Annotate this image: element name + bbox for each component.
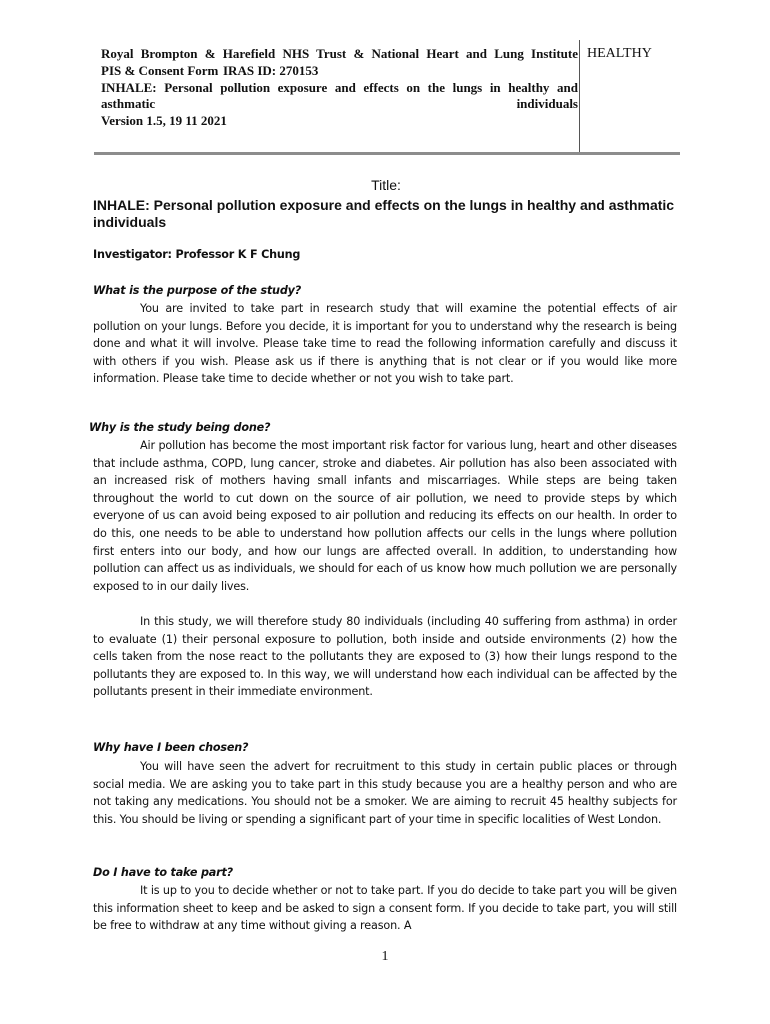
header-iras-id: IRAS ID: 270153 (223, 62, 319, 78)
header-version: Version 1.5, 19 11 2021 (101, 113, 227, 129)
header-form-line (101, 63, 578, 80)
paragraph-take-part: It is up to you to decide whether or not to take part. If you do decide to take part you will be given this information sheet to keep and be asked to sign a consent form. If you decide to take part, you will still be free to withdraw at any time without giving a reason. A (93, 884, 677, 933)
header-info-cell (94, 40, 578, 152)
header-organisation: Royal Brompton & Harefield NHS Trust & National Heart and Lung Institute (101, 46, 578, 61)
heading-take-part: Do I have to take part? (93, 866, 233, 879)
title-label: Title: (371, 177, 401, 193)
heading-why-study: Why is the study being done? (89, 421, 271, 434)
paragraph-why-study-2: In this study, we will therefore study 80 individuals (including 40 suffering from asthma) in order to evaluate (1) their personal exposure to pollution, both inside and outside environments (2) how the cells taken from the nose react to the pollutants they are exposed to (3) how their lungs respond to the pollutants they are exposed to. In this way, we will understand how each individual can be affected by the pollutants present in their immediate environment. (93, 615, 677, 699)
heading-why-chosen: Why have I been chosen? (93, 741, 249, 754)
paragraph-purpose: You are invited to take part in research study that will examine the potential effects of air pollution on your lungs. Before you decide, it is important for you to understand why the research is being done and what it will involve. Please take time to read the following information carefully and discuss it with others if you wish. Please ask us if there is anything that is not clear or if you would like more information. Please take time to decide whether or not you wish to take part. (93, 302, 677, 386)
header-form-label: PIS & Consent Form (101, 62, 219, 78)
study-title: INHALE: Personal pollution exposure and effects on the lungs in healthy and asthmatic individuals (93, 197, 675, 230)
header-cohort-cell (579, 40, 680, 152)
heading-purpose: What is the purpose of the study? (93, 284, 302, 297)
paragraph-why-study-1: Air pollution has become the most important risk factor for various lung, heart and other diseases that include asthma, COPD, lung cancer, stroke and diabetes. Air pollution has also been associated with an increased risk of mothers having small infants and miscarriages. While steps are being taken throughout the world to cut down on the source of air pollution, we need to provide steps by which everyone of us can avoid being exposed to air pollution and reducing its effects on our health. In order to do this, one needs to be able to understand how pollution affects our cells in the lungs where pollution first enters into our body, and how our lungs are affected overall. In addition, to understanding how pollution can affect us as individuals, we should for each of us know how much pollution we are personally exposed to in our daily lives. (93, 439, 677, 593)
paragraph-why-chosen: You will have seen the advert for recruitment to this study in certain public places or through social media. We are asking you to take part in this study because you are a healthy person and who are not taking any medications. You should not be a smoker. We are aiming to recruit 45 healthy subjects for this. You should be living or spending a significant part of your time in specific localities of West London. (93, 760, 677, 826)
investigator: Investigator: Professor K F Chung (93, 248, 301, 261)
page-number: 1 (381, 949, 389, 964)
header-divider (94, 152, 680, 155)
header-study-title: INHALE: Personal pollution exposure and effects on the lungs in healthy and asthmatic individuals (101, 79, 578, 112)
document-header (94, 40, 680, 154)
header-cohort: HEALTHY (587, 46, 652, 61)
